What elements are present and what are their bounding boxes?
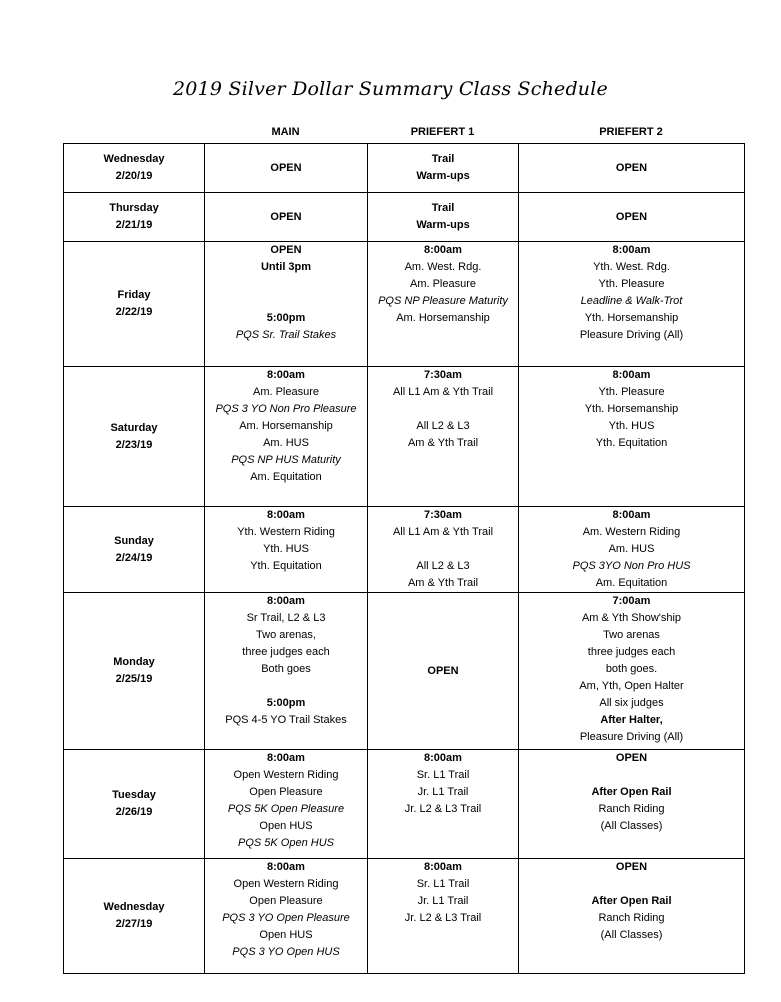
day-name: Wednesday	[103, 153, 165, 165]
cell-line: PQS Sr. Trail Stakes	[235, 329, 337, 341]
cell-line: Am. Equitation	[250, 471, 322, 483]
cell-line: Both goes	[261, 663, 311, 675]
main-cell	[205, 507, 368, 593]
table-row	[64, 593, 745, 750]
day-cell	[64, 144, 205, 193]
table-row	[64, 193, 745, 242]
main-cell: OPEN	[205, 193, 368, 242]
cell-line: 8:00am	[424, 861, 462, 873]
cell-line: 8:00am	[267, 861, 305, 873]
cell-line: Trail	[431, 153, 455, 165]
day-cell	[64, 507, 205, 593]
cell-line: Leadline & Walk-Trot	[580, 295, 683, 307]
day-date: 2/20/19	[115, 170, 153, 182]
main-cell: OPEN	[205, 144, 368, 193]
priefert-1-cell	[368, 144, 519, 193]
cell-line: PQS 3 YO Open Pleasure	[222, 912, 350, 924]
cell-line: Open HUS	[259, 820, 313, 832]
cell-line: Sr. L1 Trail	[416, 878, 470, 890]
day-name: Sunday	[114, 534, 154, 547]
cell-line: Trail	[431, 202, 455, 214]
cell-line: PQS 5K Open HUS	[238, 837, 334, 849]
cell-line: Am. HUS	[263, 437, 309, 449]
cell-line: Yth. West. Rdg.	[593, 261, 670, 273]
cell-line: Yth. Western Riding	[237, 526, 335, 538]
cell-line: Pleasure Driving (All)	[579, 329, 684, 341]
table-row	[64, 750, 745, 859]
cell-line: Sr. L1 Trail	[416, 769, 470, 781]
cell-line: Ranch Riding	[598, 912, 665, 924]
day-date: 2/23/19	[115, 438, 153, 451]
day-name: Thursday	[109, 202, 159, 214]
cell-line: PQS 3 YO Non Pro Pleasure	[215, 403, 357, 415]
day-cell	[64, 242, 205, 367]
cell-line: Two arenas,	[256, 629, 316, 641]
day-name: Saturday	[110, 421, 158, 434]
cell-line: Yth. HUS	[608, 420, 655, 432]
cell-line: 8:00am	[424, 752, 462, 764]
cell-line: three judges each	[587, 646, 676, 658]
cell-line: All L1 Am & Yth Trail	[392, 526, 494, 538]
table-row	[64, 507, 745, 593]
cell-line: Am. Equitation	[595, 577, 668, 589]
cell-line: Two arenas	[603, 629, 660, 641]
cell-line: both goes.	[605, 663, 658, 675]
cell-line: (All Classes)	[600, 820, 663, 832]
cell-line: Yth. Horsemanship	[584, 403, 679, 415]
priefert-2-cell: OPEN	[519, 193, 745, 242]
cell-line: Jr. L2 & L3 Trail	[404, 912, 482, 924]
day-date: 2/22/19	[115, 306, 153, 318]
day-cell	[64, 593, 205, 750]
table-row	[64, 242, 745, 367]
priefert-2-cell	[519, 242, 745, 367]
cell-line: 5:00pm	[266, 697, 306, 709]
day-cell	[64, 367, 205, 507]
cell-line: Yth. Equitation	[595, 437, 668, 449]
day-name: Tuesday	[112, 789, 156, 801]
day-name: Friday	[117, 289, 151, 301]
column-header-main: MAIN	[271, 126, 300, 138]
table-row	[64, 859, 745, 974]
day-date: 2/26/19	[115, 806, 153, 818]
cell-line: Am. Pleasure	[409, 278, 477, 290]
cell-line: 8:00am	[267, 595, 305, 607]
cell-line: Yth. Horsemanship	[584, 312, 679, 324]
day-date: 2/24/19	[115, 551, 153, 564]
priefert-2-cell	[519, 507, 745, 593]
priefert-1-cell	[368, 193, 519, 242]
cell-line: Am & Yth Trail	[407, 437, 479, 449]
priefert-1-cell	[368, 507, 519, 593]
priefert-2-cell	[519, 750, 745, 859]
cell-line: 8:00am	[267, 509, 305, 521]
cell-line: After Open Rail	[591, 786, 672, 798]
cell-line: (All Classes)	[600, 929, 663, 941]
cell-line: OPEN	[615, 752, 648, 764]
cell-line: 5:00pm	[266, 312, 306, 324]
cell-line: PQS 3YO Non Pro HUS	[572, 560, 691, 572]
cell-line: OPEN	[270, 244, 302, 256]
schedule-table	[63, 143, 745, 974]
cell-line: Am & Yth Show'ship	[581, 612, 682, 624]
cell-line: PQS NP HUS Maturity	[231, 454, 341, 466]
priefert-2-cell	[519, 859, 745, 974]
cell-line: 7:00am	[612, 595, 651, 607]
cell-line: 8:00am	[612, 509, 651, 521]
cell-line: Am. Horsemanship	[239, 420, 333, 432]
cell-line: Open Pleasure	[249, 786, 323, 798]
main-cell	[205, 859, 368, 974]
day-date: 2/25/19	[115, 673, 153, 685]
day-cell	[64, 859, 205, 974]
priefert-2-cell	[519, 593, 745, 750]
day-date: 2/21/19	[115, 219, 153, 231]
table-row	[64, 367, 745, 507]
cell-line: All L2 & L3	[416, 560, 470, 572]
cell-line: 8:00am	[424, 244, 462, 256]
cell-line: 8:00am	[612, 244, 651, 256]
column-header-priefert-2: PRIEFERT 2	[599, 126, 663, 138]
cell-line: PQS NP Pleasure Maturity	[378, 295, 508, 307]
cell-line: 8:00am	[612, 369, 651, 381]
day-name: Wednesday	[103, 901, 165, 913]
cell-line: OPEN	[615, 861, 648, 873]
cell-line: Am. West. Rdg.	[404, 261, 482, 273]
main-cell	[205, 750, 368, 859]
priefert-1-cell	[368, 859, 519, 974]
cell-line: Am. Horsemanship	[396, 312, 490, 324]
cell-line: Am & Yth Trail	[407, 577, 479, 589]
day-cell	[64, 193, 205, 242]
cell-line: All six judges	[599, 697, 664, 709]
cell-line: Warm-ups	[416, 219, 470, 231]
cell-line: PQS 4-5 YO Trail Stakes	[225, 714, 347, 726]
cell-line: All L2 & L3	[416, 420, 470, 432]
cell-line: Open Western Riding	[233, 878, 339, 890]
priefert-1-cell: OPEN	[368, 593, 519, 750]
cell-line: PQS 5K Open Pleasure	[227, 803, 345, 815]
cell-line: PQS 3 YO Open HUS	[232, 946, 340, 958]
cell-line: Yth. Equitation	[250, 560, 322, 572]
cell-line: After Halter,	[600, 714, 663, 726]
main-cell	[205, 242, 368, 367]
cell-line: Open HUS	[259, 929, 313, 941]
main-cell	[205, 367, 368, 507]
cell-line: 8:00am	[267, 752, 305, 764]
cell-line: Open Western Riding	[233, 769, 339, 781]
cell-line: 7:30am	[424, 509, 462, 521]
cell-line: three judges each	[242, 646, 330, 658]
cell-line: All L1 Am & Yth Trail	[392, 386, 494, 398]
column-header-priefert-1: PRIEFERT 1	[410, 126, 475, 138]
cell-line: Am. Western Riding	[582, 526, 681, 538]
cell-line: Ranch Riding	[598, 803, 665, 815]
cell-line: Jr. L1 Trail	[417, 786, 469, 798]
day-name: Monday	[113, 656, 155, 668]
cell-line: Yth. Pleasure	[598, 386, 665, 398]
cell-line: Pleasure Driving (All)	[579, 731, 684, 743]
cell-line: 8:00am	[267, 369, 305, 381]
day-cell	[64, 750, 205, 859]
table-row	[64, 144, 745, 193]
priefert-2-cell	[519, 367, 745, 507]
cell-line: Jr. L2 & L3 Trail	[404, 803, 482, 815]
cell-line: Am. Pleasure	[252, 386, 320, 398]
priefert-1-cell	[368, 242, 519, 367]
main-cell	[205, 593, 368, 750]
cell-line: Open Pleasure	[249, 895, 323, 907]
cell-line: Warm-ups	[416, 170, 470, 182]
cell-line: After Open Rail	[591, 895, 672, 907]
cell-line: 7:30am	[424, 369, 462, 381]
cell-line: Yth. HUS	[263, 543, 309, 555]
priefert-1-cell	[368, 750, 519, 859]
cell-line: Am, Yth, Open Halter	[579, 680, 684, 692]
day-date: 2/27/19	[115, 918, 153, 930]
priefert-1-cell	[368, 367, 519, 507]
cell-line: Am. HUS	[608, 543, 655, 555]
priefert-2-cell: OPEN	[519, 144, 745, 193]
cell-line: Jr. L1 Trail	[417, 895, 469, 907]
cell-line: Sr Trail, L2 & L3	[246, 612, 326, 624]
page-title: 2019 Silver Dollar Summary Class Schedule	[173, 78, 608, 100]
cell-line: Yth. Pleasure	[598, 278, 665, 290]
cell-line: Until 3pm	[260, 261, 312, 273]
